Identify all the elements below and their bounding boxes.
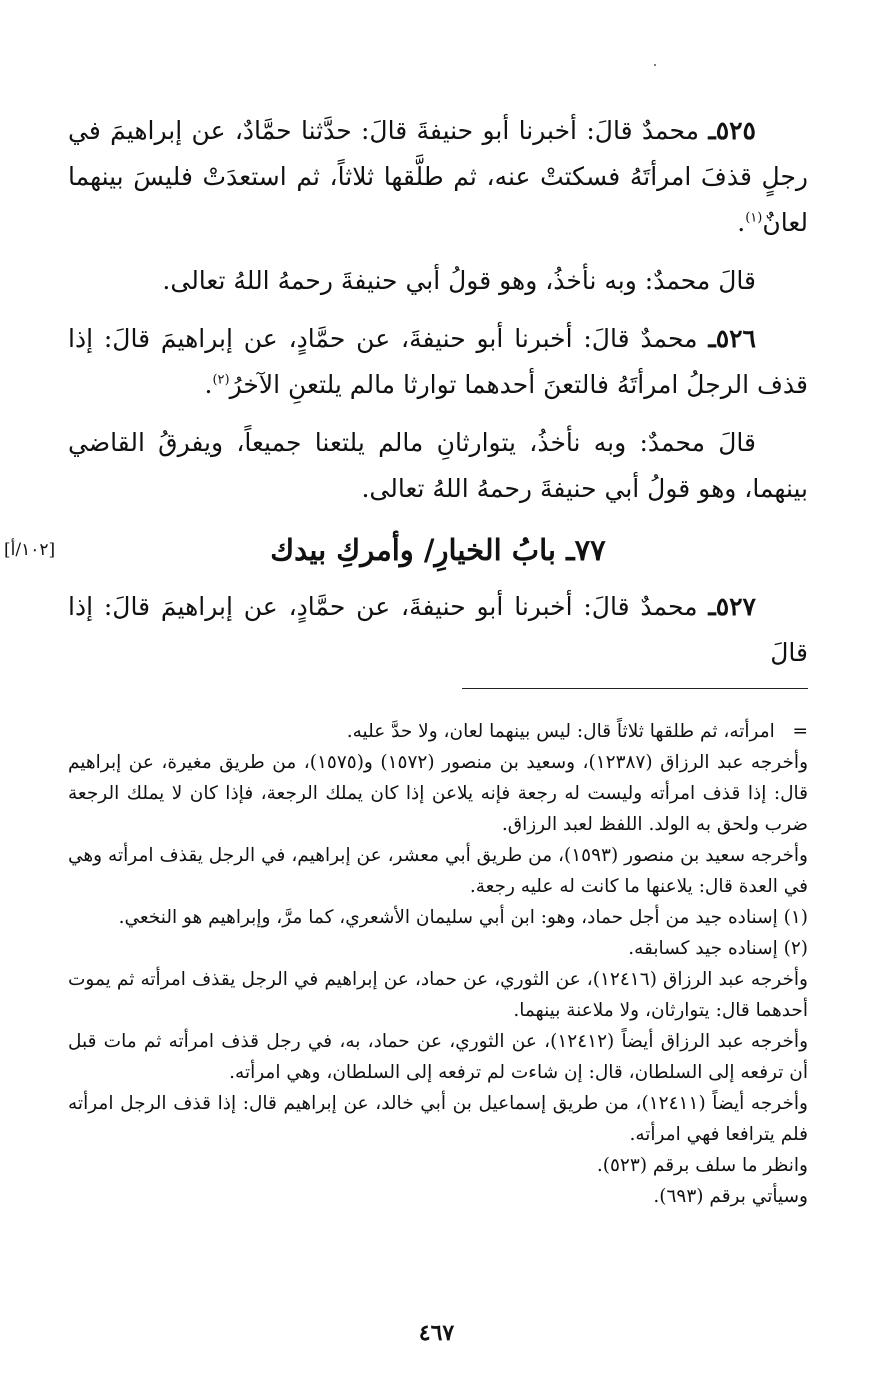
hadith-526 — [68, 316, 808, 408]
footnote-line: امرأته، ثم طلقها ثلاثاً قال: ليس بينهما لعان، ولا حدَّ عليه. — [346, 721, 775, 742]
main-text — [68, 108, 808, 688]
footnote-ref[interactable]: (١) — [745, 210, 763, 226]
manuscript-margin-note: [١٠٢/أ] — [4, 540, 56, 560]
footnote-2-head: (٢) إسناده جيد كسابقه. — [628, 938, 808, 959]
footnote-line: وأخرجه عبد الرزاق أيضاً (١٢٤١٢)، عن الثوري، عن حماد، به، في رجل قذف امرأته ثم مات قبل أن ترفعه إلى السلطان، قال: إن شاءت لم ترفعه إلى السلطان، وهي امرأته. — [68, 1031, 808, 1083]
footnote-line: وأخرجه أيضاً (١٢٤١١)، من طريق إسماعيل بن أبي خالد، عن إبراهيم قال: إذا قذف الرجل امرأته فلم يترافعا فهي امرأته. — [68, 1093, 808, 1145]
page-number: ٤٦٧ — [418, 1320, 455, 1346]
footnote-line: وأخرجه عبد الرزاق (١٢٤١٦)، عن الثوري، عن حماد، عن إبراهيم في الرجل يقذف امرأته ثم يموت أحدهما قال: يتوارثان، ولا ملاعنة بينهما. — [68, 969, 808, 1021]
footnote-line: وسيأتي برقم (٦٩٣). — [653, 1186, 808, 1207]
footnote-line: وأخرجه عبد الرزاق (١٢٣٨٧)، وسعيد بن منصور (١٥٧٢) و(١٥٧٥)، من طريق مغيرة، عن إبراهيم قال: إذا قذف امرأته وليست له رجعة فإنه يلاعن إذا كان يملك الرجعة، فإذا كان لا يملك الرجعة ضرب ولحق به الولد. اللفظ لعبد الرزاق. — [68, 752, 808, 835]
hadith-527 — [68, 584, 808, 676]
footnote-continuation — [68, 716, 808, 747]
period: . — [737, 208, 746, 237]
period: . — [204, 370, 213, 399]
hadith-text: محمدٌ قالَ: أخبرنا أبو حنيفةَ، عن حمَّادٍ، عن إبراهيمَ قالَ: إذا قذف الرجلُ امرأتَهُ فالتعنَ أحدهما توارثا مالم يلتعنِ الآخرُ — [68, 324, 808, 399]
hadith-text: محمدٌ قالَ: أخبرنا أبو حنيفةَ قالَ: حدَّثنا حمَّادٌ، عن إبراهيمَ في رجلٍ قذفَ امرأتَهُ فسكتتْ عنه، ثم طلَّقها ثلاثاً، ثم استعدَتْ فليسَ بينهما لعانٌ — [68, 116, 808, 237]
continuation-marker: = — [792, 721, 808, 742]
footnote-ref[interactable]: (٢) — [212, 372, 230, 388]
footnote-1: (١) إسناده جيد من أجل حماد، وهو: ابن أبي سليمان الأشعري، كما مرَّ، وإبراهيم هو النخعي. — [118, 907, 808, 928]
footnote-separator — [462, 688, 808, 689]
hadith-525 — [68, 108, 808, 246]
comment-525: قالَ محمدٌ: وبه نأخذُ، وهو قولُ أبي حنيفةَ رحمهُ اللهُ تعالى. — [162, 266, 756, 295]
hadith-number: ٥٢٥ـ — [708, 116, 756, 145]
footnotes — [68, 716, 808, 1212]
hadith-text: محمدٌ قالَ: أخبرنا أبو حنيفةَ، عن حمَّادٍ، عن إبراهيمَ قالَ: إذا قالَ — [68, 592, 808, 667]
comment-526: قالَ محمدٌ: وبه نأخذُ، يتوارثانِ مالم يلتعنا جميعاً، ويفرقُ القاضي بينهما، وهو قولُ أبي حنيفةَ رحمهُ اللهُ تعالى. — [68, 428, 808, 503]
footnote-line: وأخرجه سعيد بن منصور (١٥٩٣)، من طريق أبي معشر، عن إبراهيم، في الرجل يقذف امرأته وهي في العدة قال: يلاعنها ما كانت له عليه رجعة. — [68, 845, 808, 897]
footnote-line: وانظر ما سلف برقم (٥٢٣). — [596, 1155, 808, 1176]
hadith-number: ٥٢٦ـ — [708, 324, 756, 353]
hadith-number: ٥٢٧ـ — [708, 592, 756, 621]
stray-dot — [654, 64, 656, 66]
chapter-title: ٧٧ـ بابُ الخيارِ/ وأمركِ بيدك — [270, 533, 606, 567]
